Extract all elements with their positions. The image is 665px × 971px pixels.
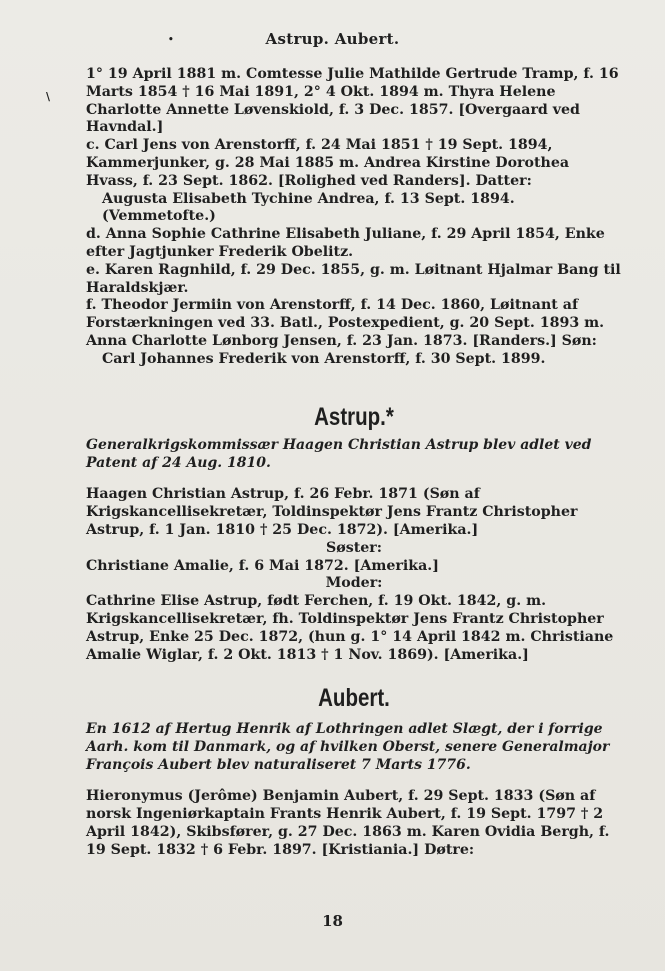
label-soster: Søster: — [326, 539, 382, 556]
entry-d-anna-sophie: d. Anna Sophie Cathrine Elisabeth Juliane, f. 29 April 1854, Enke efter Jagtjunker Frederik Obelitz. — [86, 226, 605, 260]
entry-augusta: Augusta Elisabeth Tychine Andrea, f. 13 Sept. 1894. (Vemmetofte.) — [102, 190, 515, 225]
page-content — [86, 66, 622, 859]
entry-f-theodor: f. Theodor Jermiin von Arenstorff, f. 14 Dec. 1860, Løitnant af Forstærkningen ved 33. Batl., Postexpedient, g. 20 Sept. 1893 m. Anna Charlotte Lønborg Jensen, f. 23 Jan. 1873. [Randers.] Søn: — [86, 297, 605, 349]
entry-hieronymus: Hieronymus (Jerôme) Benjamin Aubert, f. 29 Sept. 1833 (Søn af norsk Ingeniørkaptain Frants Henrik Aubert, f. 19 Sept. 1797 † 2 April 1842), Skibsfører, g. 27 Dec. 1863 m. Karen Ovidia Bergh, f. 19 Sept. 1832 † 6 Febr. 1897. [Kristiania.] Døtre: — [86, 788, 610, 858]
section-title-aubert: Aubert. — [318, 684, 390, 713]
margin-mark: \ — [46, 90, 51, 103]
margin-dot: • — [168, 35, 174, 45]
entry-1-marriage: 1° 19 April 1881 m. Comtesse Julie Mathilde Gertrude Tramp, f. 16 Marts 1854 † 16 Mai 1891, 2° 4 Okt. 1894 m. Thyra Helene Charlotte Annette Løvenskiold, f. 3 Dec. 1857. [Overgaard ved Havndal.] — [86, 66, 619, 136]
running-header: Astrup. Aubert. — [265, 30, 400, 48]
page-number: 18 — [322, 912, 343, 930]
section-title-astrup: Astrup.* — [314, 402, 394, 431]
entry-e-karen: e. Karen Ragnhild, f. 29 Dec. 1855, g. m. Løitnant Hjalmar Bang til Haraldskjær. — [86, 261, 621, 296]
entry-haagen: Haagen Christian Astrup, f. 26 Febr. 1871 (Søn af Krigskancellisekretær, Toldinspektør Jens Frantz Christopher Astrup, f. 1 Jan. 1810 † 25 Dec. 1872). [Amerika.] — [86, 486, 578, 538]
label-moder: Moder: — [325, 575, 383, 592]
entry-c-carl-jens: c. Carl Jens von Arenstorff, f. 24 Mai 1851 † 19 Sept. 1894, Kammerjunker, g. 28 Mai 1885 m. Andrea Kirstine Dorothea Hvass, f. 23 Sept. 1862. [Rolighed ved Randers]. Datter: — [86, 137, 570, 189]
aubert-intro: En 1612 af Hertug Henrik af Lothringen adlet Slægt, der i forrige Aarh. kom til Danmark, og af hvilken Oberst, senere Generalmajor François Aubert blev naturaliseret 7 Marts 1776. — [86, 721, 610, 774]
entry-cathrine: Cathrine Elise Astrup, født Ferchen, f. 19 Okt. 1842, g. m. Krigskancellisekretær, fh. Toldinspektør Jens Frantz Christopher Astrup, Enke 25 Dec. 1872, (hun g. 1° 14 April 1842 m. Christiane Amalie Wiglar, f. 2 Okt. 1813 † 1 Nov. 1869). [Amerika.] — [86, 593, 614, 663]
entry-carl-johannes: Carl Johannes Frederik von Arenstorff, f. 30 Sept. 1899. — [102, 350, 546, 367]
astrup-intro: Generalkrigskommissær Haagen Christian Astrup blev adlet ved Patent af 24 Aug. 1810. — [86, 437, 592, 472]
entry-christiane: Christiane Amalie, f. 6 Mai 1872. [Amerika.] — [86, 557, 439, 574]
